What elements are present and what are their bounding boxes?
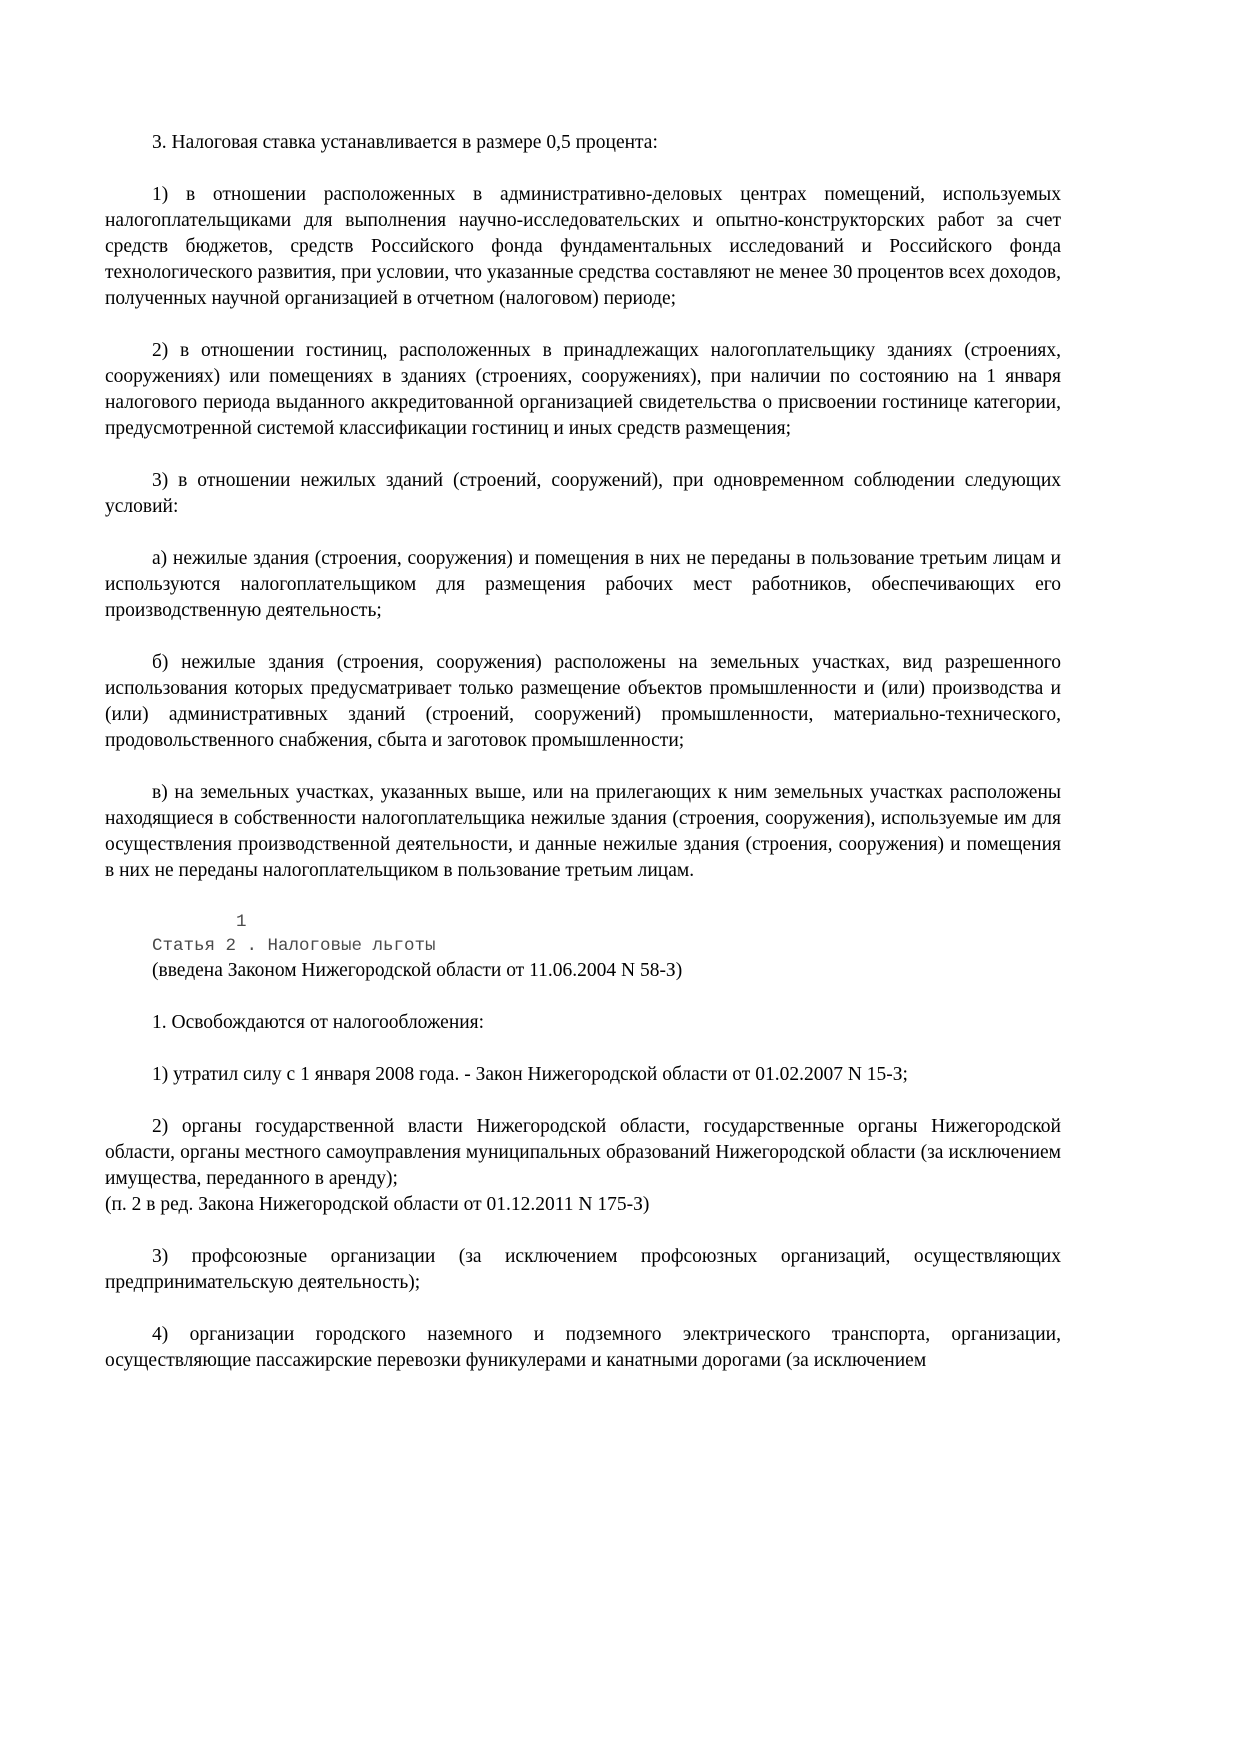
paragraph: (п. 2 в ред. Закона Нижегородской области от 01.12.2011 N 175-З) xyxy=(105,1194,650,1215)
paragraph: 3) в отношении нежилых зданий (строений, сооружений), при одновременном соблюдении следующих условий: xyxy=(105,470,1061,517)
paragraph: 1) в отношении расположенных в административно-деловых центрах помещений, используемых налогоплательщиками для выполнения научно-исследовательских и опытно-конструкторских работ за счет средств бюджетов, средств Российского фонда фундаментальных исследований и Российского фонда технологического развития, при условии, что указанные средства составляют не менее 30 процентов всех доходов, полученных научной организацией в отчетном (налоговом) периоде; xyxy=(105,184,1061,309)
paragraph: 2) в отношении гостиниц, расположенных в принадлежащих налогоплательщику зданиях (строениях, сооружениях) или помещениях в зданиях (строениях, сооружениях), при наличии по состоянию на 1 января налогового периода выданного аккредитованной организацией свидетельства о присвоении гостинице категории, предусмотренной системой классификации гостиниц и иных средств размещения; xyxy=(105,340,1061,439)
paragraph: 4) организации городского наземного и подземного электрического транспорта, организации, осуществляющие пассажирские перевозки фуникулерами и канатными дорогами (за исключением xyxy=(105,1324,1061,1371)
paragraph: 1) утратил силу с 1 января 2008 года. - Закон Нижегородской области от 01.02.2007 N 15-З; xyxy=(152,1064,908,1085)
paragraph: 3. Налоговая ставка устанавливается в размере 0,5 процента: xyxy=(152,132,658,153)
paragraph: в) на земельных участках, указанных выше, или на прилегающих к ним земельных участках расположены находящиеся в собственности налогоплательщика нежилые здания (строения, сооружения), используемые им для осуществления производственной деятельности, и данные нежилые здания (строения, сооружения) и помещения в них не переданы налогоплательщиком в пользование третьим лицам. xyxy=(105,782,1061,881)
paragraph: а) нежилые здания (строения, сооружения) и помещения в них не переданы в пользование третьим лицам и используются налогоплательщиком для размещения рабочих мест работников, обеспечивающих его производственную деятельность; xyxy=(105,548,1061,621)
paragraph: 1 xyxy=(152,912,247,932)
document-body xyxy=(105,130,1061,1374)
paragraph: Статья 2 . Налоговые льготы xyxy=(152,936,436,956)
paragraph: (введена Законом Нижегородской области от 11.06.2004 N 58-З) xyxy=(152,960,683,981)
paragraph: 1. Освобождаются от налогообложения: xyxy=(152,1012,485,1033)
paragraph: б) нежилые здания (строения, сооружения) расположены на земельных участках, вид разрешенного использования которых предусматривает только размещение объектов промышленности и (или) производства и (или) административных зданий (строений, сооружений) промышленности, материально-технического, продовольственного снабжения, сбыта и заготовок промышленности; xyxy=(105,652,1061,751)
paragraph: 3) профсоюзные организации (за исключением профсоюзных организаций, осуществляющих предпринимательскую деятельность); xyxy=(105,1246,1061,1293)
paragraph: 2) органы государственной власти Нижегородской области, государственные органы Нижегородской области, органы местного самоуправления муниципальных образований Нижегородской области (за исключением имущества, переданного в аренду); xyxy=(105,1116,1061,1189)
